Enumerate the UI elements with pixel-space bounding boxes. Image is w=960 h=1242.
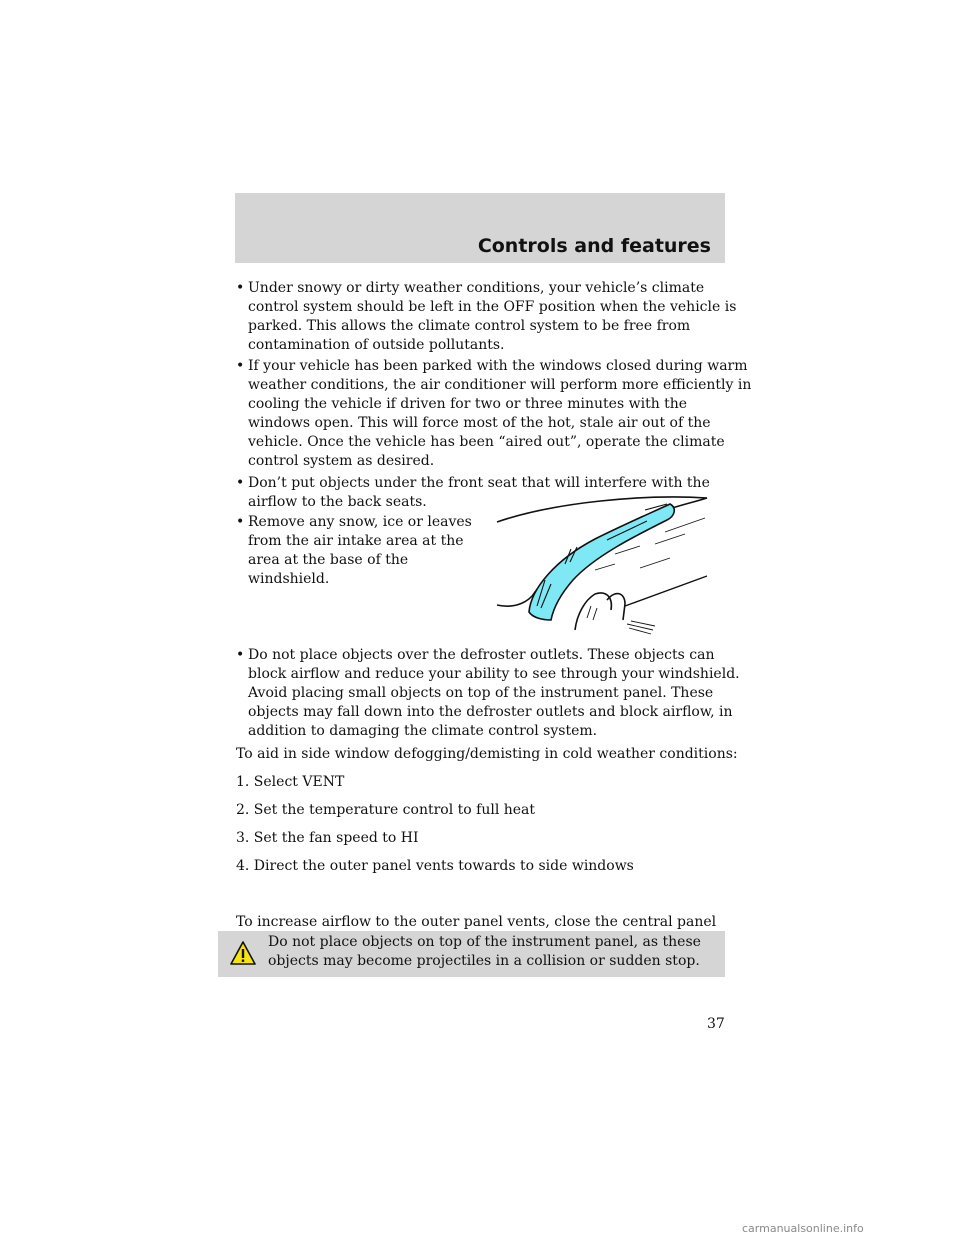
step-4: 4. Direct the outer panel vents towards to side windows [236, 858, 634, 874]
bullet-dot: • [236, 280, 245, 296]
text-line: control system as desired. [248, 453, 435, 469]
text-line: Remove any snow, ice or leaves [248, 514, 472, 530]
section-title: Controls and features [477, 235, 711, 257]
bullet-text [248, 279, 736, 355]
text-line: windows open. This will force most of the hot, stale air out of the [248, 415, 711, 431]
bullet-dot: • [236, 514, 245, 530]
text-line: control system should be left in the OFF position when the vehicle is [248, 299, 737, 315]
text-line: weather conditions, the air conditioner will perform more efficiently in [248, 377, 752, 393]
bullet-text [248, 357, 751, 471]
warning-text [268, 933, 701, 971]
defog-intro: To aid in side window defogging/demisting in cold weather conditions: [236, 746, 738, 762]
text-line: addition to damaging the climate control system. [248, 723, 598, 739]
text-line: area at the base of the [248, 552, 409, 568]
text-line: cooling the vehicle if driven for two or three minutes with the [248, 396, 688, 412]
air-intake-illustration [495, 494, 710, 637]
text-line: parked. This allows the climate control system to be free from [248, 318, 691, 334]
bullet-dot: • [236, 475, 245, 491]
text-line: objects may fall down into the defroster outlets and block airflow, in [248, 704, 733, 720]
bullet-dot: • [236, 358, 245, 374]
step-1: 1. Select VENT [236, 774, 345, 790]
text-line: Don’t put objects under the front seat that will interfere with the [248, 475, 710, 491]
warning-triangle-icon [230, 941, 256, 965]
text-line: windshield. [248, 571, 330, 587]
text-line: from the air intake area at the [248, 533, 464, 549]
text-line: vehicle. Once the vehicle has been “aired out”, operate the climate [248, 434, 725, 450]
text-line: Avoid placing small objects on top of the instrument panel. These [248, 685, 714, 701]
text-line: If your vehicle has been parked with the windows closed during warm [248, 358, 748, 374]
text-line: Under snowy or dirty weather conditions, your vehicle’s climate [248, 280, 705, 296]
page-number: 37 [707, 1016, 725, 1032]
text-line: block airflow and reduce your ability to see through your windshield. [248, 666, 740, 682]
bullet-dot: • [236, 647, 245, 663]
text-line: Do not place objects over the defroster outlets. These objects can [248, 647, 715, 663]
text-line: airflow to the back seats. [248, 494, 427, 510]
warning-box [218, 931, 725, 977]
warning-line: Do not place objects on top of the instrument panel, as these [268, 934, 701, 950]
warning-line: objects may become projectiles in a collision or sudden stop. [268, 953, 700, 969]
step-3: 3. Set the fan speed to HI [236, 830, 419, 846]
watermark: carmanualsonline.info [742, 1222, 864, 1235]
text-line: contamination of outside pollutants. [248, 337, 505, 353]
bullet-text [248, 646, 740, 741]
step-2: 2. Set the temperature control to full heat [236, 802, 536, 818]
text-line: To increase airflow to the outer panel vents, close the central panel [236, 914, 717, 930]
section-header [235, 193, 725, 263]
bullet-text [248, 513, 472, 589]
